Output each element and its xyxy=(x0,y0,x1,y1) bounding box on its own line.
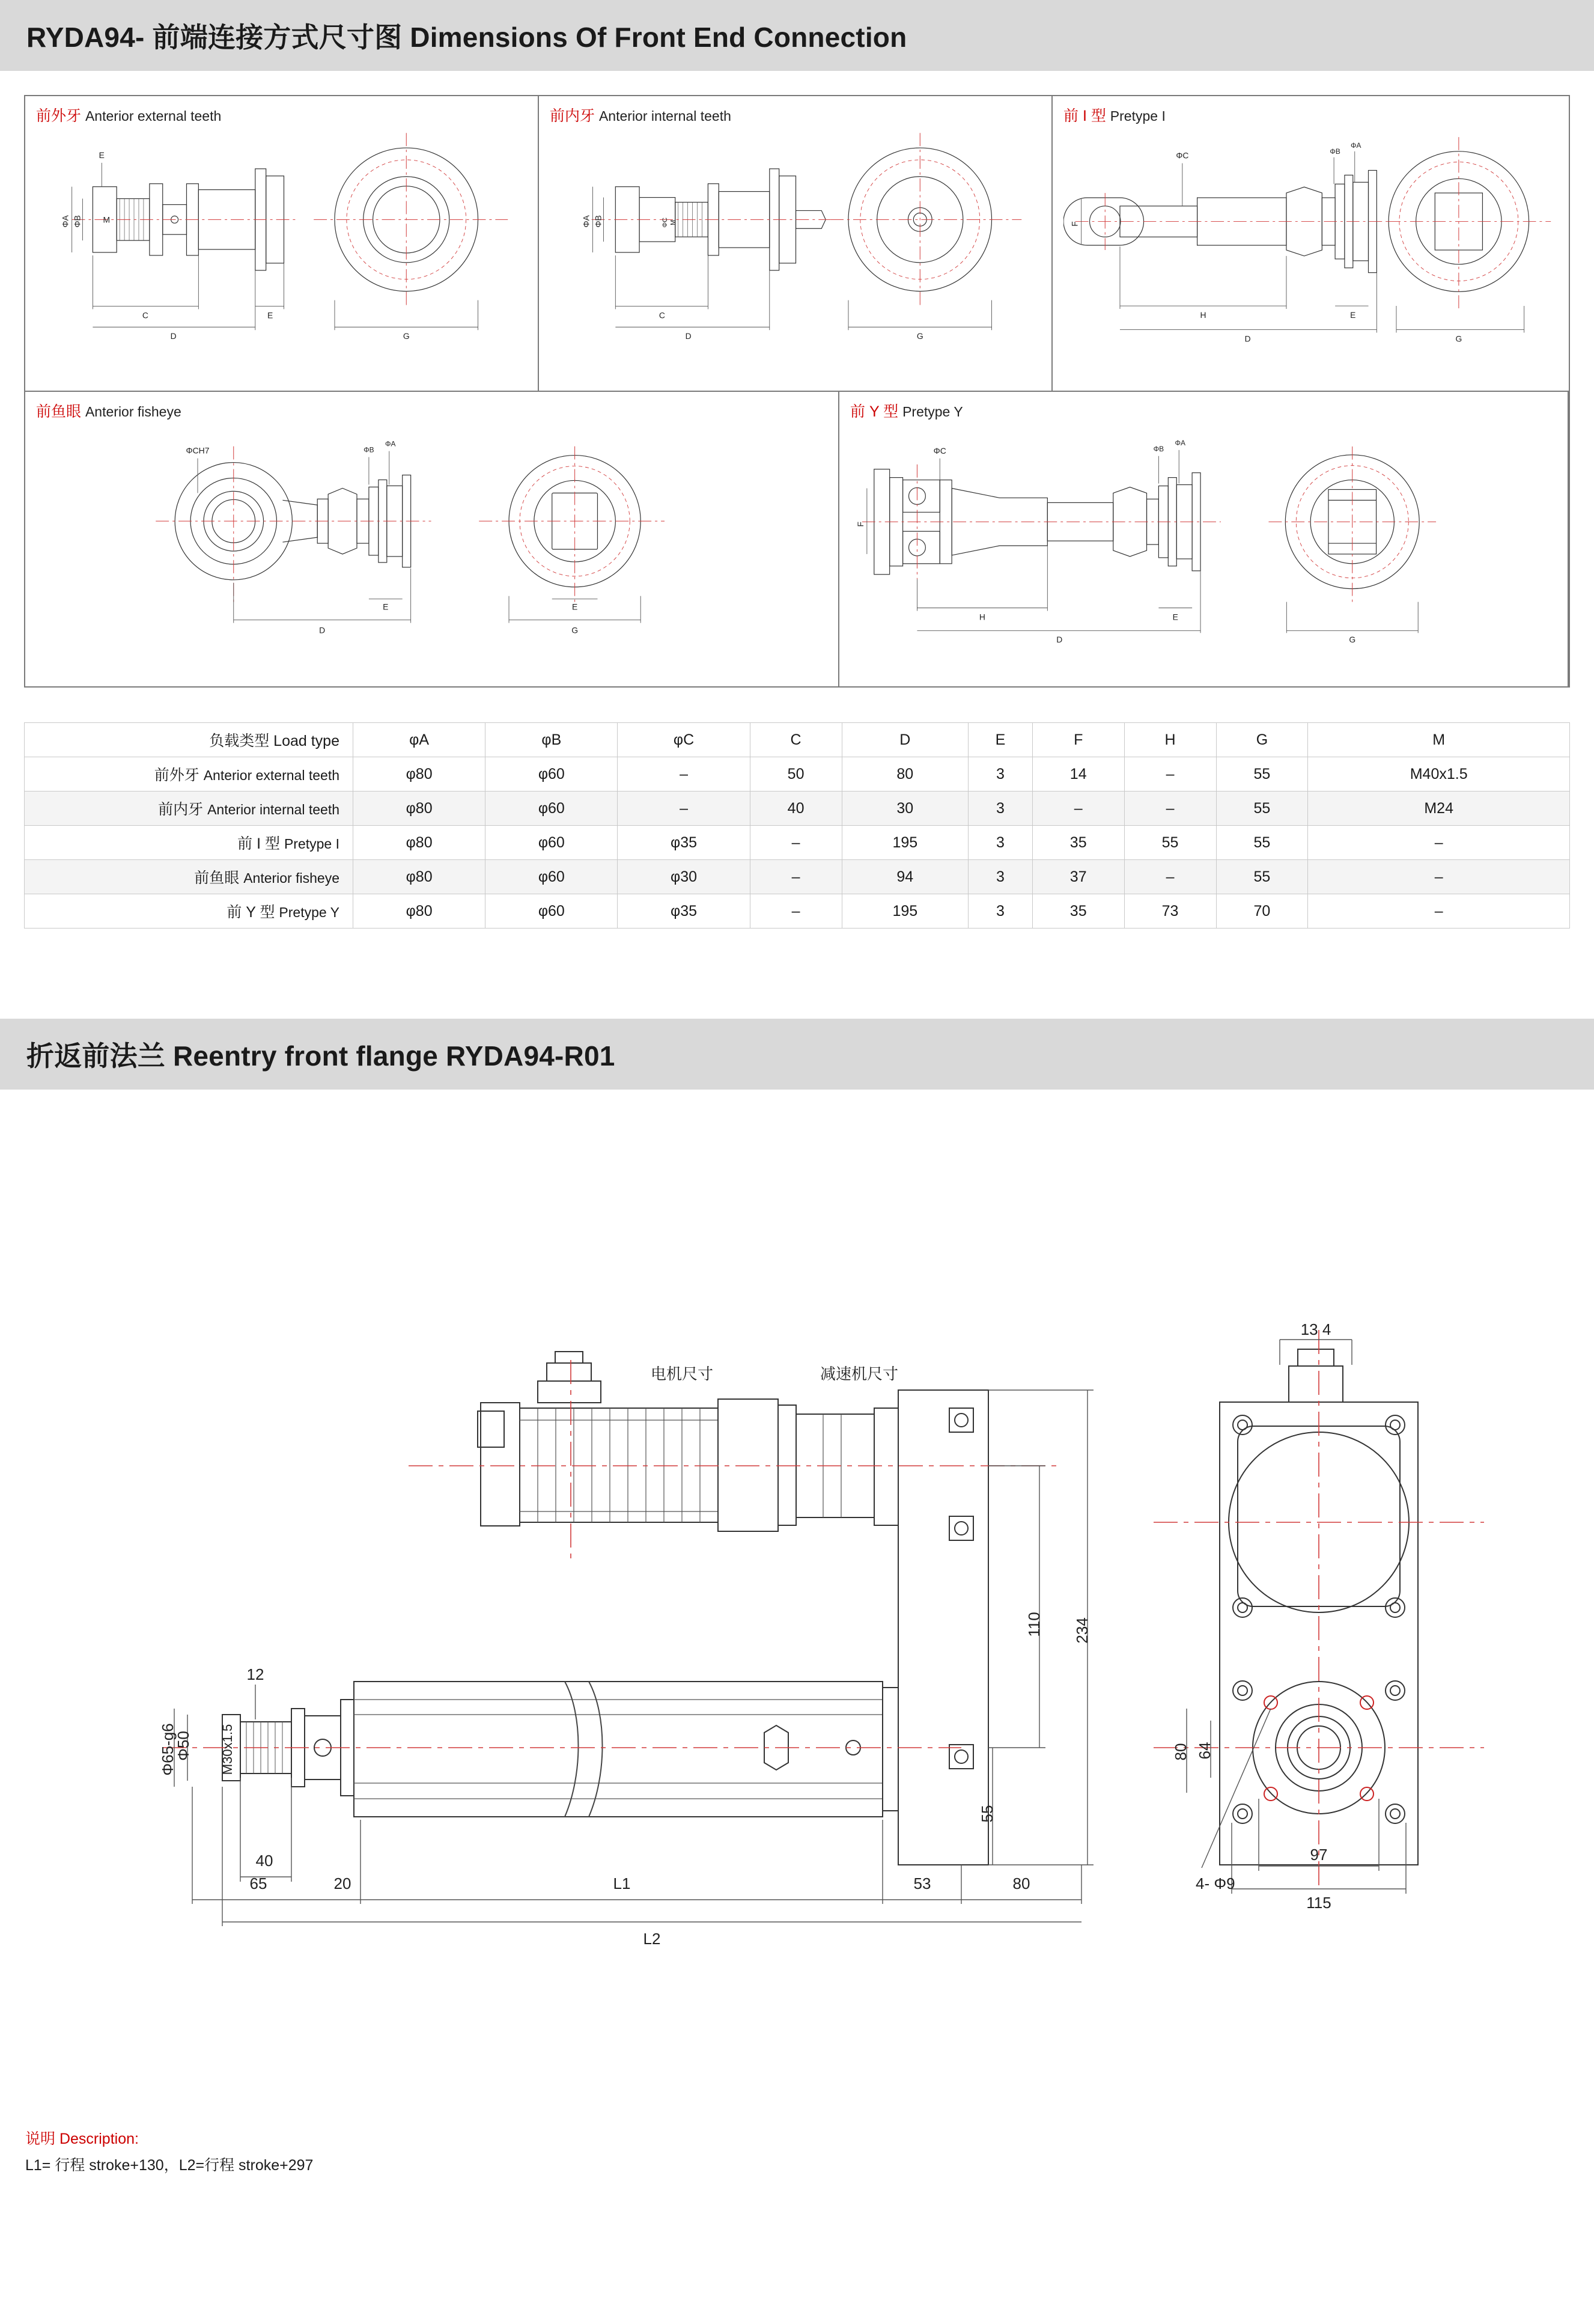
svg-text:M: M xyxy=(669,219,677,225)
svg-text:ΦA: ΦA xyxy=(581,215,591,228)
svg-text:ΦC: ΦC xyxy=(1176,150,1189,160)
cell: φ80 xyxy=(353,791,485,826)
row-label-anterior-internal-teeth xyxy=(25,791,353,826)
cell: 37 xyxy=(1032,860,1124,894)
cell: φ80 xyxy=(353,826,485,860)
figure-caption-en: Anterior internal teeth xyxy=(598,108,731,124)
label-dim-80-right: 80 xyxy=(1012,1874,1030,1892)
cell: φ60 xyxy=(485,757,618,791)
svg-text:E: E xyxy=(1172,612,1178,622)
dimensions-table xyxy=(24,722,1570,929)
figure-anterior-internal-teeth xyxy=(539,96,1053,391)
svg-text:ΦC: ΦC xyxy=(933,445,946,456)
section-body-front-end xyxy=(0,95,1594,929)
cell: 94 xyxy=(842,860,969,894)
cell: 55 xyxy=(1124,826,1216,860)
svg-text:G: G xyxy=(1455,334,1462,344)
label-dim-53: 53 xyxy=(913,1874,931,1892)
label-dim-holes: 4- Φ9 xyxy=(1196,1874,1235,1892)
svg-text:E: E xyxy=(267,310,273,320)
figure-caption-en: Pretype Y xyxy=(902,404,963,419)
svg-text:H: H xyxy=(1200,310,1206,320)
column-header-D: D xyxy=(842,723,969,757)
description-title-cn: 说明 xyxy=(25,2130,56,2147)
svg-text:ΦB: ΦB xyxy=(1153,444,1164,453)
svg-text:E: E xyxy=(99,150,105,160)
cell: 50 xyxy=(750,757,842,791)
svg-text:C: C xyxy=(142,310,148,320)
table-row xyxy=(25,860,1570,894)
cell: φ80 xyxy=(353,860,485,894)
cell: 3 xyxy=(969,826,1033,860)
table-row xyxy=(25,791,1570,826)
cell: – xyxy=(750,894,842,929)
cell: – xyxy=(1124,860,1216,894)
cell: – xyxy=(618,757,750,791)
cell: φ80 xyxy=(353,757,485,791)
svg-text:E: E xyxy=(571,602,578,612)
label-dim-20: 20 xyxy=(333,1874,351,1892)
figure-caption xyxy=(36,403,832,421)
svg-text:ΦCH7: ΦCH7 xyxy=(186,445,210,456)
cell: 3 xyxy=(969,860,1033,894)
row-label-cn: 前 I 型 xyxy=(237,835,280,852)
section-header-front-end xyxy=(0,0,1594,71)
label-dim-L1: L1 xyxy=(613,1874,631,1892)
figure-canvas xyxy=(36,422,832,674)
cell: 3 xyxy=(969,791,1033,826)
cell: φ30 xyxy=(618,860,750,894)
svg-text:F: F xyxy=(855,521,865,527)
row-label-pretype-y xyxy=(25,894,353,929)
label-dim-234: 234 xyxy=(1073,1617,1091,1644)
figure-grid xyxy=(24,95,1570,688)
figure-caption xyxy=(36,107,532,125)
label-dim-97: 97 xyxy=(1310,1846,1328,1864)
row-label-en: Anterior external teeth xyxy=(203,767,339,783)
description-line: L1= 行程 stroke+130，L2=行程 stroke+297 xyxy=(25,2157,314,2174)
table-header-row xyxy=(25,723,1570,757)
svg-text:D: D xyxy=(1244,334,1251,344)
cell: – xyxy=(618,791,750,826)
label-dim-80-left: 80 xyxy=(1172,1743,1190,1761)
svg-text:ΦB: ΦB xyxy=(593,215,603,228)
cell: 70 xyxy=(1216,894,1308,929)
cell: φ60 xyxy=(485,791,618,826)
cell: 55 xyxy=(1216,791,1308,826)
column-header-M: M xyxy=(1308,723,1570,757)
cell: – xyxy=(750,826,842,860)
column-header-en: Load type xyxy=(273,733,339,749)
svg-text:G: G xyxy=(571,625,579,635)
figure-anterior-fisheye xyxy=(25,392,839,686)
svg-text:F: F xyxy=(1069,221,1080,227)
row-label-en: Anterior internal teeth xyxy=(207,802,339,817)
cell: φ60 xyxy=(485,826,618,860)
row-label-cn: 前外牙 xyxy=(154,767,199,784)
svg-text:D: D xyxy=(685,331,692,341)
label-dim-50: Φ50 xyxy=(174,1731,192,1761)
cell: 30 xyxy=(842,791,969,826)
section-divider xyxy=(0,929,1594,1019)
svg-text:ΦC: ΦC xyxy=(661,217,669,228)
page-title-front-end: RYDA94- 前端连接方式尺寸图 Dimensions Of Front End Connection xyxy=(26,22,907,53)
cell: φ35 xyxy=(618,894,750,929)
cell: 55 xyxy=(1216,860,1308,894)
cell: – xyxy=(1308,860,1570,894)
assembly-drawing xyxy=(24,1108,1570,2105)
cell: 3 xyxy=(969,757,1033,791)
svg-text:G: G xyxy=(403,331,410,341)
cell: 80 xyxy=(842,757,969,791)
column-header-E: E xyxy=(969,723,1033,757)
figure-pretype-i xyxy=(1053,96,1569,391)
row-label-en: Pretype I xyxy=(284,836,339,852)
figure-anterior-external-teeth xyxy=(25,96,539,391)
figure-caption xyxy=(850,403,1562,421)
svg-text:G: G xyxy=(1349,635,1356,645)
cell: – xyxy=(1124,791,1216,826)
svg-text:D: D xyxy=(170,331,177,341)
cell: φ60 xyxy=(485,894,618,929)
svg-text:E: E xyxy=(1350,310,1356,320)
table-row xyxy=(25,826,1570,860)
figure-caption-cn: 前外牙 xyxy=(36,108,82,124)
column-header-G: G xyxy=(1216,723,1308,757)
figure-caption xyxy=(550,107,1045,125)
cell: 55 xyxy=(1216,826,1308,860)
figure-pretype-y xyxy=(839,392,1569,686)
row-label-en: Pretype Y xyxy=(279,904,339,920)
svg-text:ΦA: ΦA xyxy=(385,439,396,448)
description-title xyxy=(25,2127,1594,2149)
description-title-en: Description: xyxy=(59,2130,139,2147)
svg-text:M: M xyxy=(103,215,111,225)
label-dim-40: 40 xyxy=(255,1852,273,1870)
cell: 14 xyxy=(1032,757,1124,791)
row-label-cn: 前 Y 型 xyxy=(227,904,275,921)
cell: 55 xyxy=(1216,757,1308,791)
svg-text:ΦA: ΦA xyxy=(60,215,70,228)
column-header-H: H xyxy=(1124,723,1216,757)
cell: 195 xyxy=(842,826,969,860)
cell: 35 xyxy=(1032,894,1124,929)
column-header-cn: 负载类型 xyxy=(209,733,270,749)
row-label-en: Anterior fisheye xyxy=(243,870,339,886)
figure-caption-en: Anterior fisheye xyxy=(85,404,181,419)
label-dim-65g6: Φ65-g6 xyxy=(159,1723,177,1776)
svg-text:C: C xyxy=(659,310,665,320)
cell: – xyxy=(1308,826,1570,860)
svg-text:G: G xyxy=(916,331,923,341)
column-header-C: C xyxy=(750,723,842,757)
column-header-phiB: φB xyxy=(485,723,618,757)
page-title-reentry-flange: 折返前法兰 Reentry front flange RYDA94-R01 xyxy=(26,1040,615,1072)
label-dim-64: 64 xyxy=(1196,1742,1214,1760)
label-dim-110: 110 xyxy=(1025,1612,1043,1637)
label-dim-115: 115 xyxy=(1306,1894,1331,1912)
label-dim-m30: M30x1.5 xyxy=(220,1724,235,1775)
column-header-phiA: φA xyxy=(353,723,485,757)
cell: M40x1.5 xyxy=(1308,757,1570,791)
row-label-cn: 前鱼眼 xyxy=(194,870,240,886)
cell: φ80 xyxy=(353,894,485,929)
row-label-cn: 前内牙 xyxy=(158,801,204,818)
column-header-phiC: φC xyxy=(618,723,750,757)
cell: 3 xyxy=(969,894,1033,929)
table-row xyxy=(25,894,1570,929)
figure-caption-cn: 前鱼眼 xyxy=(36,403,82,420)
svg-text:ΦB: ΦB xyxy=(72,215,82,228)
cell: φ35 xyxy=(618,826,750,860)
figure-caption-cn: 前 Y 型 xyxy=(850,403,899,420)
figure-caption-cn: 前 I 型 xyxy=(1063,108,1106,124)
row-label-anterior-fisheye xyxy=(25,860,353,894)
svg-text:H: H xyxy=(979,612,985,622)
figure-caption-en: Anterior external teeth xyxy=(85,108,222,124)
cell: 40 xyxy=(750,791,842,826)
cell: M24 xyxy=(1308,791,1570,826)
row-label-pretype-i xyxy=(25,826,353,860)
figure-caption xyxy=(1063,107,1563,125)
description-block xyxy=(0,2127,1594,2199)
cell: – xyxy=(750,860,842,894)
label-dim-134: 13 4 xyxy=(1300,1320,1331,1338)
column-header-F: F xyxy=(1032,723,1124,757)
cell: – xyxy=(1308,894,1570,929)
figure-canvas xyxy=(850,422,1562,674)
figure-row-1 xyxy=(25,96,1569,392)
svg-text:ΦA: ΦA xyxy=(1175,438,1185,447)
cell: 195 xyxy=(842,894,969,929)
svg-text:ΦB: ΦB xyxy=(364,445,374,454)
svg-text:D: D xyxy=(1056,635,1063,645)
cell: – xyxy=(1124,757,1216,791)
label-dim-55: 55 xyxy=(978,1805,996,1823)
figure-canvas xyxy=(1063,126,1563,379)
cell: φ60 xyxy=(485,860,618,894)
figure-row-2 xyxy=(25,392,1569,688)
svg-text:D: D xyxy=(319,625,326,635)
svg-text:ΦB: ΦB xyxy=(1330,147,1340,156)
figure-canvas xyxy=(550,126,1045,379)
svg-text:ΦA: ΦA xyxy=(1351,141,1361,150)
label-dim-12: 12 xyxy=(246,1665,264,1683)
label-dim-L2: L2 xyxy=(643,1930,661,1948)
cell: 73 xyxy=(1124,894,1216,929)
figure-caption-cn: 前内牙 xyxy=(550,108,595,124)
figure-canvas xyxy=(36,126,532,379)
figure-caption-en: Pretype I xyxy=(1110,108,1166,124)
row-label-anterior-external-teeth xyxy=(25,757,353,791)
table-row xyxy=(25,757,1570,791)
svg-text:E: E xyxy=(383,602,389,612)
label-reducer-size: 减速机尺寸 xyxy=(820,1365,899,1383)
cell: 35 xyxy=(1032,826,1124,860)
label-motor-size: 电机尺寸 xyxy=(650,1365,714,1383)
column-header-load-type xyxy=(25,723,353,757)
label-dim-65: 65 xyxy=(249,1874,267,1892)
section-header-reentry-flange xyxy=(0,1019,1594,1090)
cell: – xyxy=(1032,791,1124,826)
